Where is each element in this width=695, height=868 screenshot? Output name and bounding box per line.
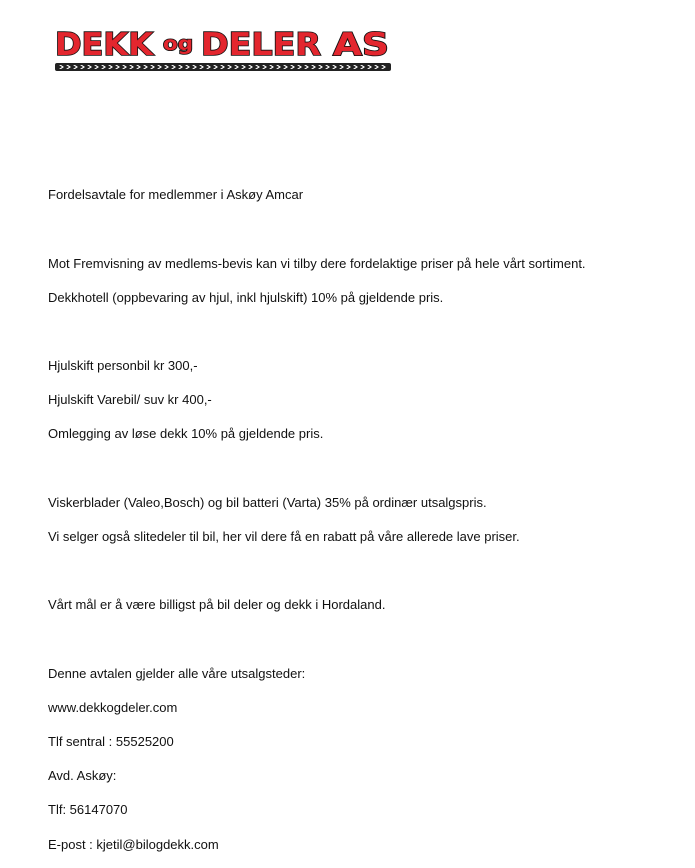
logo-word-dekk: DEKK [55, 27, 155, 63]
viskerblader-offer: Viskerblader (Valeo,Bosch) og bil batteri (Varta) 35% på ordinær utsalgspris. [48, 495, 487, 510]
logo-graphic [55, 25, 391, 75]
logo-word-as: AS [333, 27, 389, 63]
hjulskift-personbil-price: Hjulskift personbil kr 300,- [48, 358, 198, 373]
hjulskift-varebil-price: Hjulskift Varebil/ suv kr 400,- [48, 392, 212, 407]
phone-central: Tlf sentral : 55525200 [48, 734, 174, 749]
website-link[interactable]: www.dekkogdeler.com [48, 700, 178, 715]
logo-word-og: og [163, 33, 193, 55]
omlegging-offer: Omlegging av løse dekk 10% på gjeldende pris. [48, 426, 324, 441]
phone-askoy: Tlf: 56147070 [48, 802, 128, 817]
intro-paragraph: Mot Fremvisning av medlems-bevis kan vi tilby dere fordelaktige priser på hele vårt sortiment. [48, 256, 586, 271]
department-askoy: Avd. Askøy: [48, 768, 117, 783]
goal-statement: Vårt mål er å være billigst på bil deler og dekk i Hordaland. [48, 597, 386, 612]
tire-tread-strip [55, 63, 391, 71]
company-logo [55, 25, 391, 75]
agreement-scope: Denne avtalen gjelder alle våre utsalgsteder: [48, 666, 306, 681]
slitedeler-offer: Vi selger også slitedeler til bil, her vil dere få en rabatt på våre allerede lave priser. [48, 529, 520, 544]
dekkhotell-offer: Dekkhotell (oppbevaring av hjul, inkl hjulskift) 10% på gjeldende pris. [48, 290, 444, 305]
document-title: Fordelsavtale for medlemmer i Askøy Amcar [48, 187, 304, 202]
logo-word-deler: DELER [201, 27, 322, 63]
email-address[interactable]: E-post : kjetil@bilogdekk.com [48, 837, 219, 852]
